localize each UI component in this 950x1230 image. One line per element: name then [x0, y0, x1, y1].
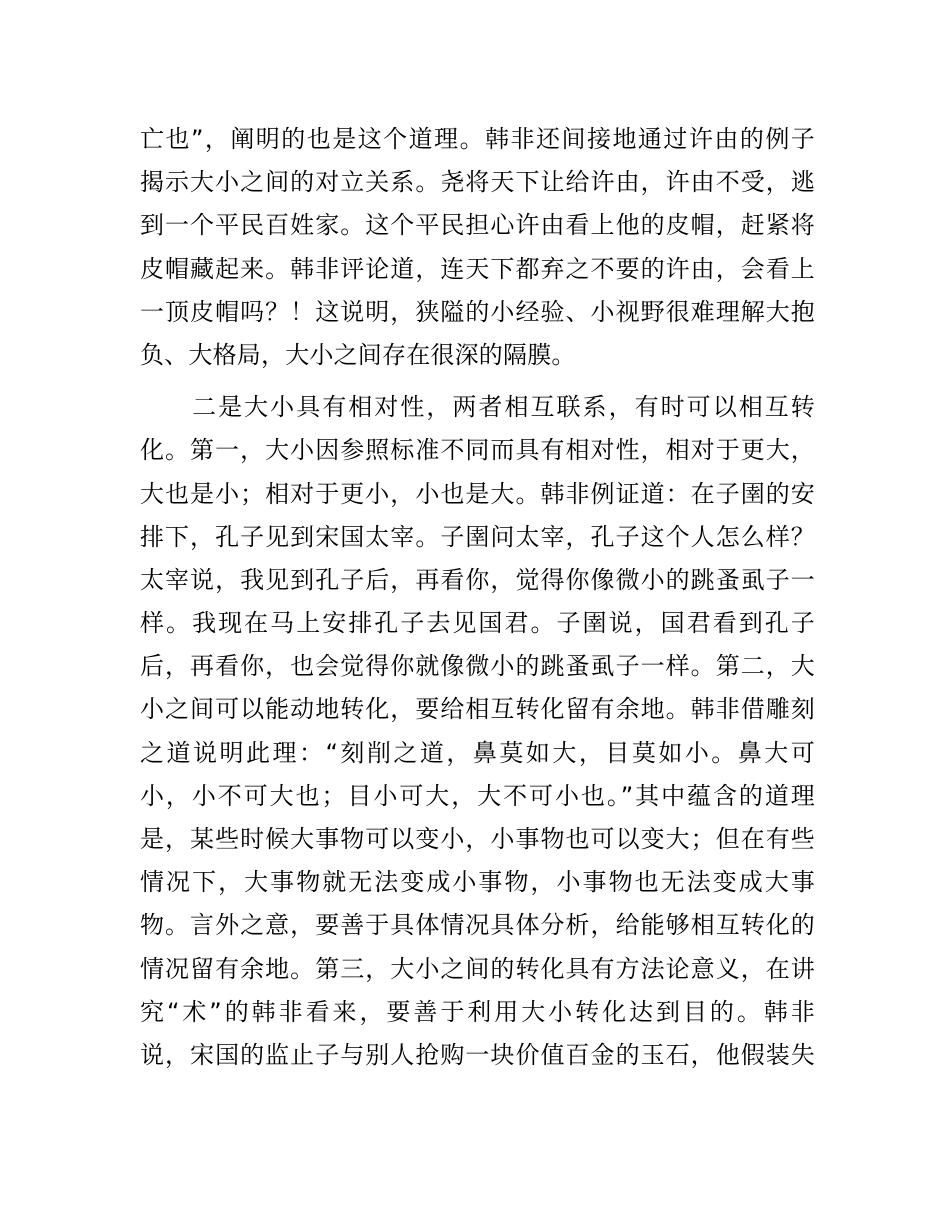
- text-line: 究“术”的韩非看来，要善于利用大小转化达到目的。韩非: [140, 997, 815, 1026]
- paragraph-spacer: [140, 377, 815, 386]
- text-line: 太宰说，我见到孔子后，再看你，觉得你像微小的跳蚤虱子一: [140, 565, 815, 594]
- text-line: 化。第一，大小因参照标准不同而具有相对性，相对于更大，: [140, 436, 815, 465]
- text-line: 样。我现在马上安排孔子去见国君。子圉说，国君看到孔子: [140, 609, 815, 638]
- text-line: 物。言外之意，要善于具体情况具体分析，给能够相互转化的: [140, 911, 815, 940]
- paragraph-1: [140, 118, 815, 377]
- text-line: 到一个平民百姓家。这个平民担心许由看上他的皮帽，赶紧将: [140, 211, 815, 240]
- text-line: 后，再看你，也会觉得你就像微小的跳蚤虱子一样。第二，大: [140, 652, 815, 681]
- text-line: 揭示大小之间的对立关系。尧将天下让给许由，许由不受，逃: [140, 168, 815, 197]
- text-line: 之道说明此理：“刻削之道，鼻莫如大，目莫如小。鼻大可: [140, 738, 815, 767]
- text-line: 皮帽藏起来。韩非评论道，连天下都弃之不要的许由，会看上: [140, 254, 815, 283]
- text-line: 情况留有余地。第三，大小之间的转化具有方法论意义，在讲: [140, 954, 815, 983]
- text-line: 二是大小具有相对性，两者相互联系，有时可以相互转: [140, 393, 815, 422]
- paragraph-2: [140, 386, 815, 1077]
- text-line: 一顶皮帽吗？！这说明，狭隘的小经验、小视野很难理解大抱: [140, 297, 815, 326]
- text-line: 负、大格局，大小之间存在很深的隔膜。: [140, 340, 576, 369]
- text-line: 小之间可以能动地转化，要给相互转化留有余地。韩非借雕刻: [140, 695, 815, 724]
- text-line: 小，小不可大也；目小可大，大不可小也。”其中蕴含的道理: [140, 781, 815, 810]
- text-line: 亡也”，阐明的也是这个道理。韩非还间接地通过许由的例子: [140, 125, 815, 153]
- text-line: 说，宋国的监止子与别人抢购一块价值百金的玉石，他假装失: [140, 1040, 815, 1069]
- text-line: 排下，孔子见到宋国太宰。子圉问太宰，孔子这个人怎么样？: [140, 522, 815, 551]
- text-line: 大也是小；相对于更小，小也是大。韩非例证道：在子圉的安: [140, 479, 815, 508]
- text-line: 是，某些时候大事物可以变小，小事物也可以变大；但在有些: [140, 825, 815, 853]
- body-text: [140, 118, 815, 1077]
- text-line: 情况下，大事物就无法变成小事物，小事物也无法变成大事: [140, 868, 815, 897]
